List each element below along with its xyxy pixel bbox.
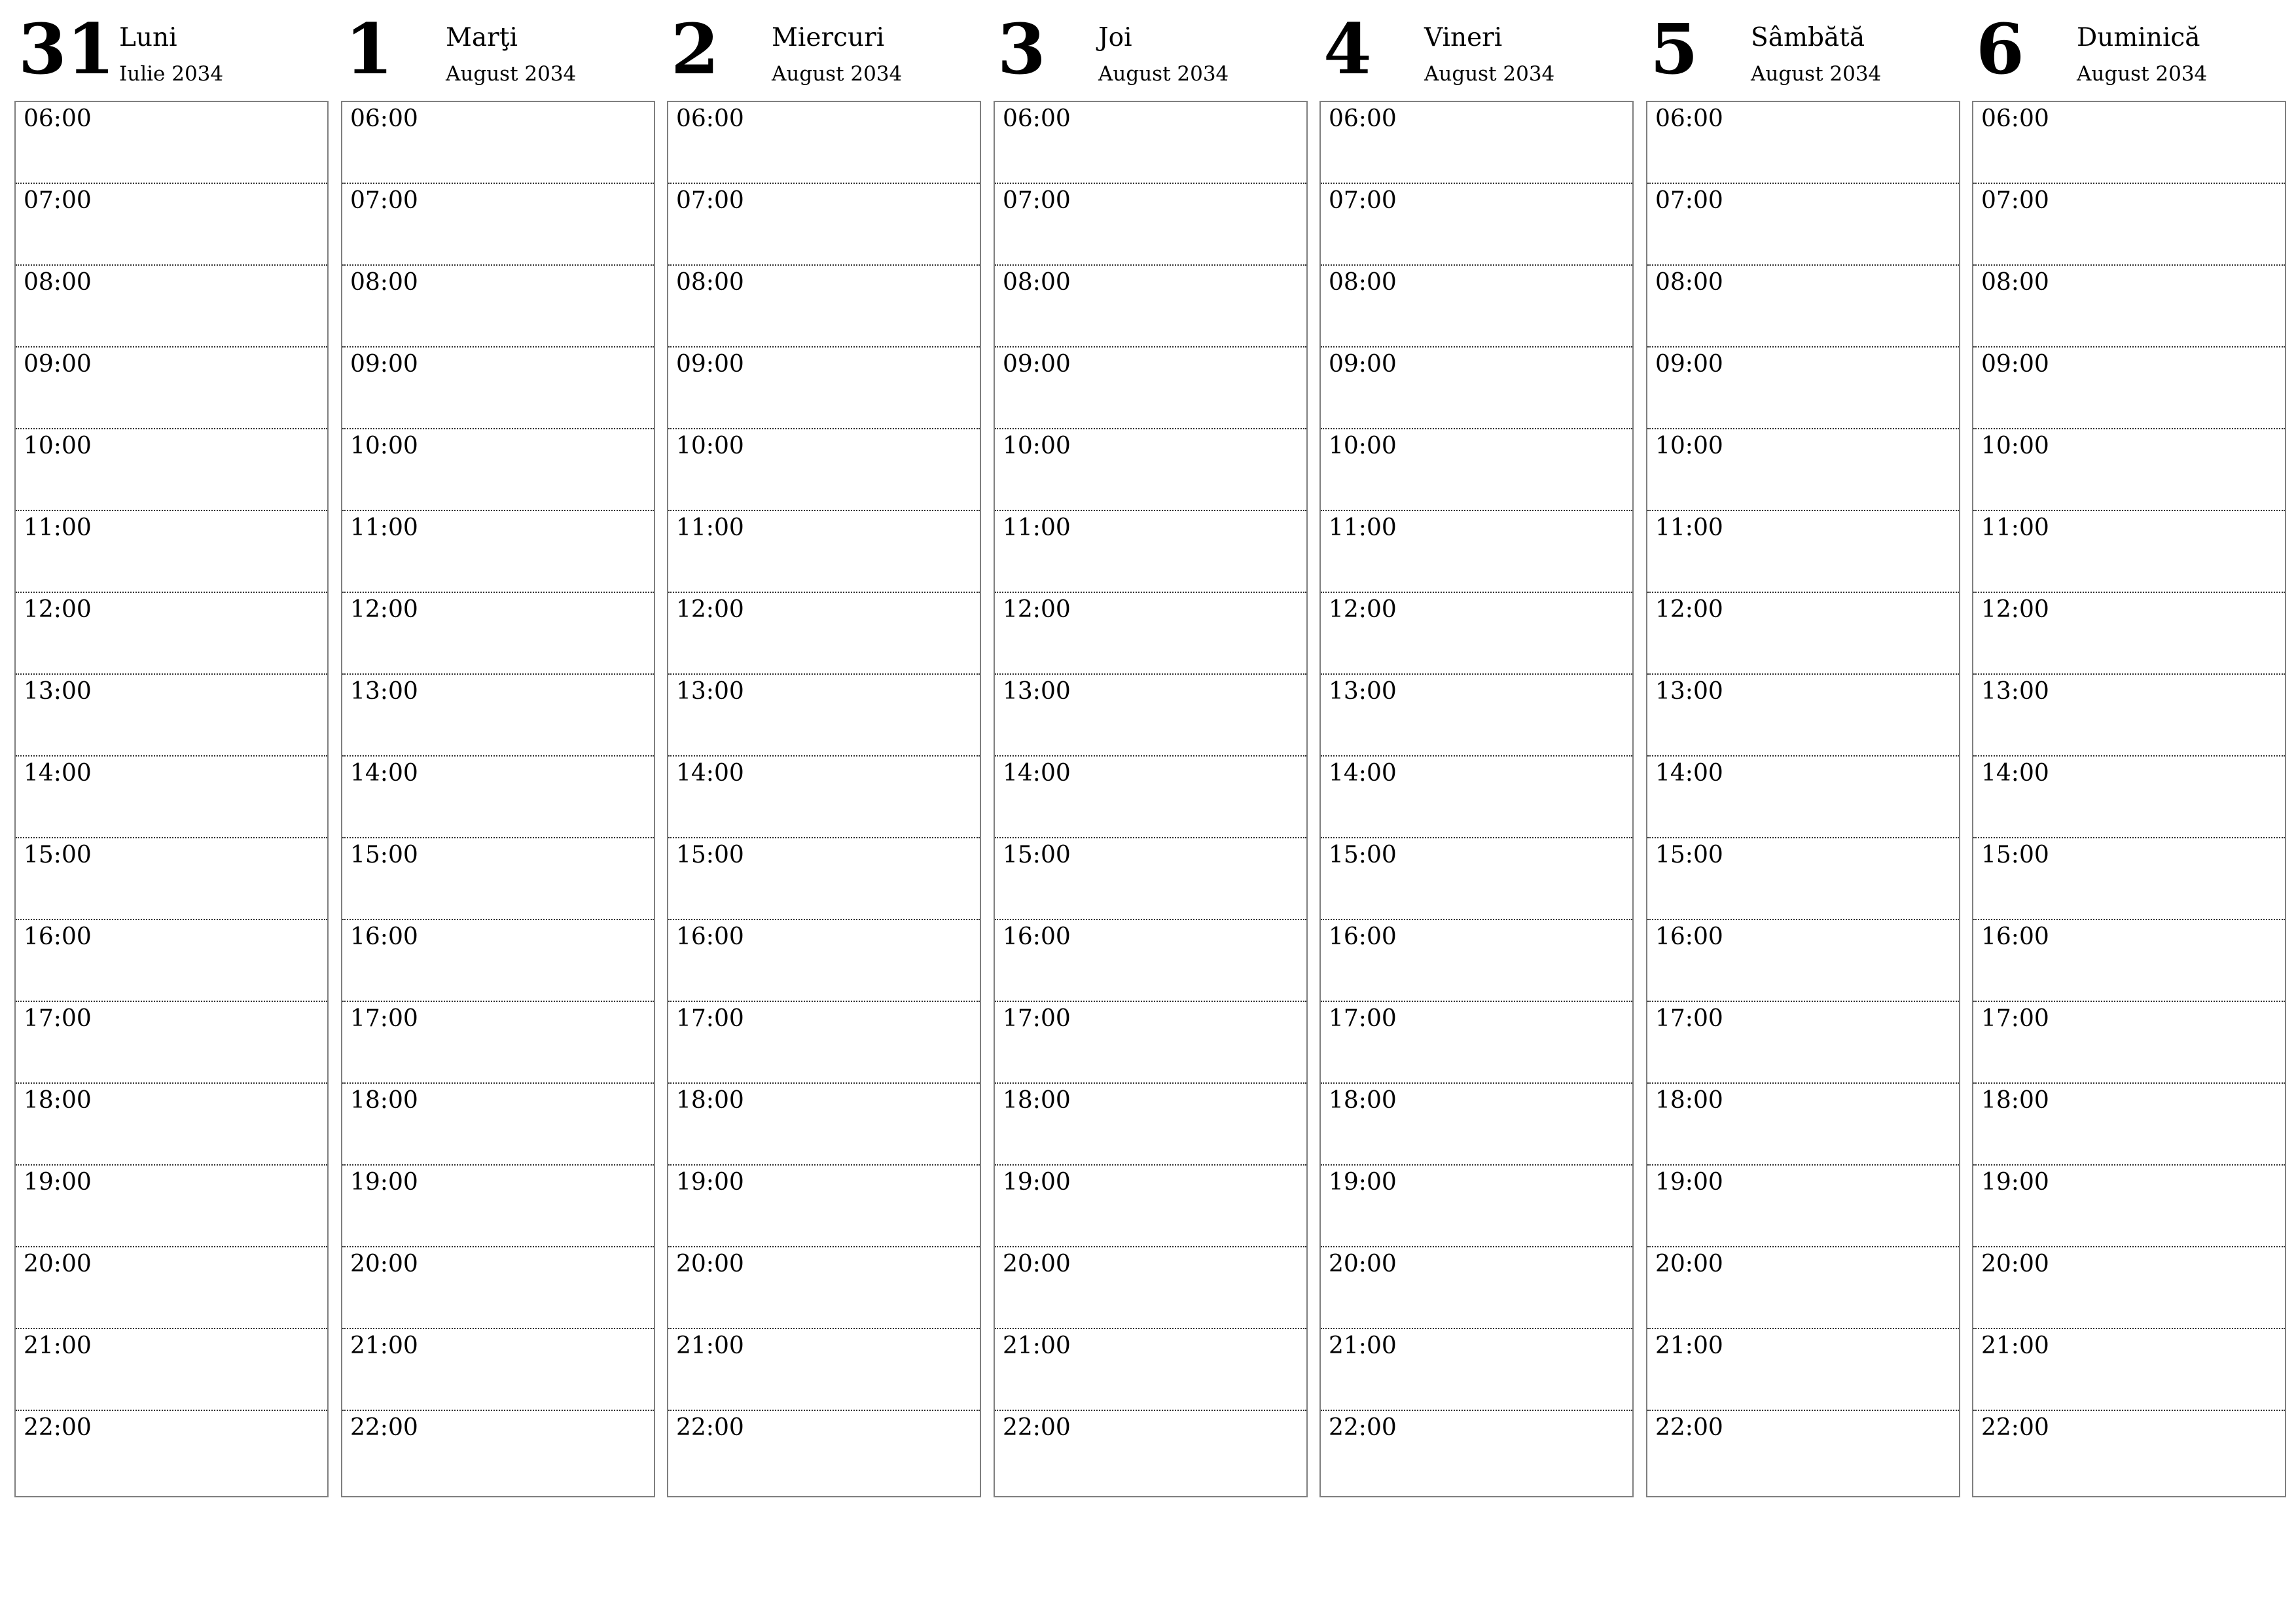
day-number: 4 — [1323, 8, 1372, 90]
time-slot — [1647, 429, 1959, 511]
time-slot-label: 07:00 — [24, 187, 92, 214]
time-slot-label: 09:00 — [350, 351, 418, 378]
time-slot-label: 15:00 — [1003, 842, 1071, 868]
time-slot — [1973, 593, 2285, 675]
time-slot-label: 11:00 — [24, 514, 92, 541]
time-slot-label: 21:00 — [676, 1332, 744, 1359]
time-slot — [668, 1247, 980, 1329]
time-slot-label: 06:00 — [676, 105, 744, 132]
time-slot-label: 15:00 — [676, 842, 744, 868]
time-slot — [995, 1247, 1306, 1329]
time-slot — [16, 184, 327, 266]
time-slot — [1647, 184, 1959, 266]
time-slot — [342, 1002, 654, 1084]
time-slot-label: 08:00 — [350, 269, 418, 296]
time-slot — [1973, 1166, 2285, 1247]
time-slot — [16, 348, 327, 429]
time-slot — [1647, 920, 1959, 1002]
time-slot — [1973, 1411, 2285, 1493]
time-slot — [1647, 1002, 1959, 1084]
day-number: 1 — [345, 8, 393, 90]
time-slot-label: 18:00 — [1003, 1087, 1071, 1114]
time-slot-label: 21:00 — [1655, 1332, 1723, 1359]
time-slot-label: 22:00 — [1655, 1414, 1723, 1441]
time-slot-label: 12:00 — [676, 596, 744, 623]
time-slot-label: 17:00 — [1329, 1005, 1397, 1032]
time-slot — [16, 1411, 327, 1493]
time-slot-label: 16:00 — [1003, 923, 1071, 950]
time-slot-label: 08:00 — [24, 269, 92, 296]
time-slot — [995, 675, 1306, 757]
time-slot-label: 06:00 — [24, 105, 92, 132]
month-year: August 2034 — [772, 62, 903, 86]
day-column — [1646, 0, 1960, 1441]
time-slot — [16, 1166, 327, 1247]
time-slot — [995, 429, 1306, 511]
time-slot — [16, 511, 327, 593]
time-slot — [1973, 675, 2285, 757]
time-slot-label: 19:00 — [1003, 1169, 1071, 1196]
month-year: August 2034 — [2077, 62, 2208, 86]
time-slot — [342, 1084, 654, 1166]
time-slot — [1647, 102, 1959, 184]
time-slot-label: 21:00 — [350, 1332, 418, 1359]
time-slot — [1973, 920, 2285, 1002]
time-slot — [1647, 511, 1959, 593]
time-slot — [16, 429, 327, 511]
time-slot — [342, 920, 654, 1002]
time-slot-label: 06:00 — [1655, 105, 1723, 132]
time-slot-label: 12:00 — [24, 596, 92, 623]
month-year: August 2034 — [1098, 62, 1229, 86]
time-slot — [16, 266, 327, 348]
time-slot-label: 09:00 — [1003, 351, 1071, 378]
time-slot — [342, 675, 654, 757]
time-slot — [342, 757, 654, 838]
time-slot-label: 09:00 — [1981, 351, 2049, 378]
time-slot-label: 09:00 — [676, 351, 744, 378]
time-slot — [342, 593, 654, 675]
time-slot-label: 10:00 — [1981, 433, 2049, 459]
day-header — [341, 0, 655, 101]
time-slot-label: 18:00 — [1981, 1087, 2049, 1114]
time-slot-label: 14:00 — [1655, 760, 1723, 787]
day-header — [667, 0, 981, 101]
time-slot-label: 17:00 — [676, 1005, 744, 1032]
time-slot-label: 20:00 — [1655, 1251, 1723, 1277]
time-slot — [1647, 675, 1959, 757]
time-slot-label: 17:00 — [1655, 1005, 1723, 1032]
time-slot-label: 07:00 — [1003, 187, 1071, 214]
time-slot-label: 22:00 — [1329, 1414, 1397, 1441]
time-slot — [1647, 593, 1959, 675]
time-slot-label: 20:00 — [1981, 1251, 2049, 1277]
time-slot — [995, 348, 1306, 429]
time-slot — [16, 1329, 327, 1411]
time-slot-label: 16:00 — [1981, 923, 2049, 950]
time-slot — [1647, 838, 1959, 920]
time-slot-label: 19:00 — [24, 1169, 92, 1196]
day-name: Sâmbătă — [1751, 23, 1865, 52]
time-slot — [668, 1329, 980, 1411]
time-slot-label: 21:00 — [1003, 1332, 1071, 1359]
time-slot-label: 08:00 — [1655, 269, 1723, 296]
time-slot-label: 16:00 — [676, 923, 744, 950]
time-slot-label: 11:00 — [1003, 514, 1071, 541]
time-slot — [1321, 511, 1632, 593]
day-schedule-box — [1646, 101, 1960, 1497]
time-slot-label: 10:00 — [1329, 433, 1397, 459]
time-slot-label: 18:00 — [350, 1087, 418, 1114]
time-slot-label: 13:00 — [1981, 678, 2049, 705]
time-slot-label: 11:00 — [1329, 514, 1397, 541]
time-slot-label: 20:00 — [1003, 1251, 1071, 1277]
time-slot-label: 16:00 — [350, 923, 418, 950]
time-slot — [1973, 838, 2285, 920]
time-slot-label: 18:00 — [1329, 1087, 1397, 1114]
day-schedule-box — [1972, 101, 2286, 1497]
day-column — [667, 0, 981, 1441]
time-slot-label: 18:00 — [676, 1087, 744, 1114]
time-slot-label: 13:00 — [1655, 678, 1723, 705]
time-slot-label: 10:00 — [1003, 433, 1071, 459]
time-slot-label: 15:00 — [1981, 842, 2049, 868]
time-slot — [16, 1002, 327, 1084]
time-slot — [1973, 348, 2285, 429]
time-slot — [1647, 266, 1959, 348]
time-slot-label: 12:00 — [1981, 596, 2049, 623]
time-slot — [1647, 1411, 1959, 1493]
time-slot-label: 06:00 — [1329, 105, 1397, 132]
time-slot — [16, 102, 327, 184]
day-header — [994, 0, 1308, 101]
time-slot-label: 22:00 — [24, 1414, 92, 1441]
time-slot — [1973, 429, 2285, 511]
time-slot — [1321, 1002, 1632, 1084]
time-slot — [342, 838, 654, 920]
day-column — [994, 0, 1308, 1441]
day-column — [1319, 0, 1634, 1441]
day-name: Miercuri — [772, 23, 885, 52]
time-slot-label: 20:00 — [676, 1251, 744, 1277]
day-column — [1972, 0, 2286, 1441]
time-slot-label: 14:00 — [1003, 760, 1071, 787]
time-slot-label: 15:00 — [1329, 842, 1397, 868]
time-slot-label: 06:00 — [1981, 105, 2049, 132]
time-slot-label: 13:00 — [676, 678, 744, 705]
time-slot-label: 19:00 — [676, 1169, 744, 1196]
time-slot-label: 09:00 — [1329, 351, 1397, 378]
time-slot-label: 08:00 — [1981, 269, 2049, 296]
time-slot — [995, 266, 1306, 348]
time-slot-label: 14:00 — [24, 760, 92, 787]
time-slot — [668, 102, 980, 184]
day-schedule-box — [341, 101, 655, 1497]
time-slot — [668, 1166, 980, 1247]
time-slot-label: 09:00 — [24, 351, 92, 378]
time-slot-label: 12:00 — [1003, 596, 1071, 623]
day-schedule-box — [1319, 101, 1634, 1497]
time-slot — [995, 184, 1306, 266]
time-slot-label: 13:00 — [350, 678, 418, 705]
time-slot-label: 20:00 — [1329, 1251, 1397, 1277]
day-name: Marţi — [446, 23, 518, 52]
time-slot-label: 18:00 — [1655, 1087, 1723, 1114]
time-slot — [16, 593, 327, 675]
time-slot-label: 16:00 — [24, 923, 92, 950]
time-slot-label: 22:00 — [350, 1414, 418, 1441]
time-slot — [1973, 511, 2285, 593]
day-number: 6 — [1976, 8, 2024, 90]
time-slot — [1973, 1247, 2285, 1329]
month-year: August 2034 — [446, 62, 577, 86]
time-slot-label: 10:00 — [350, 433, 418, 459]
time-slot — [668, 593, 980, 675]
time-slot-label: 12:00 — [1655, 596, 1723, 623]
time-slot — [995, 102, 1306, 184]
time-slot — [995, 1002, 1306, 1084]
time-slot-label: 07:00 — [1329, 187, 1397, 214]
time-slot — [1321, 593, 1632, 675]
time-slot — [1321, 348, 1632, 429]
time-slot-label: 21:00 — [24, 1332, 92, 1359]
time-slot — [16, 838, 327, 920]
time-slot — [342, 266, 654, 348]
time-slot — [16, 675, 327, 757]
time-slot — [342, 511, 654, 593]
time-slot-label: 17:00 — [1981, 1005, 2049, 1032]
time-slot — [1321, 1084, 1632, 1166]
time-slot — [342, 184, 654, 266]
day-column — [341, 0, 655, 1441]
time-slot — [16, 1247, 327, 1329]
time-slot-label: 07:00 — [350, 187, 418, 214]
day-header — [14, 0, 329, 101]
month-year: Iulie 2034 — [119, 62, 224, 86]
time-slot-label: 21:00 — [1329, 1332, 1397, 1359]
time-slot-label: 07:00 — [1981, 187, 2049, 214]
time-slot-label: 17:00 — [350, 1005, 418, 1032]
time-slot — [1973, 184, 2285, 266]
time-slot — [668, 184, 980, 266]
time-slot — [1321, 675, 1632, 757]
time-slot — [995, 593, 1306, 675]
time-slot — [1973, 1329, 2285, 1411]
time-slot — [668, 266, 980, 348]
time-slot-label: 19:00 — [1329, 1169, 1397, 1196]
day-schedule-box — [667, 101, 981, 1497]
time-slot — [1321, 184, 1632, 266]
time-slot — [995, 757, 1306, 838]
time-slot — [668, 838, 980, 920]
day-header — [1972, 0, 2286, 101]
time-slot — [995, 1329, 1306, 1411]
day-number: 2 — [671, 8, 719, 90]
time-slot — [16, 757, 327, 838]
time-slot — [668, 1411, 980, 1493]
day-number: 31 — [18, 8, 115, 90]
time-slot — [1321, 1166, 1632, 1247]
day-header — [1319, 0, 1634, 101]
time-slot — [1973, 102, 2285, 184]
time-slot — [995, 1411, 1306, 1493]
time-slot-label: 14:00 — [350, 760, 418, 787]
time-slot-label: 20:00 — [24, 1251, 92, 1277]
day-name: Vineri — [1424, 23, 1503, 52]
time-slot — [342, 429, 654, 511]
time-slot — [1647, 757, 1959, 838]
time-slot — [1321, 102, 1632, 184]
time-slot — [995, 1084, 1306, 1166]
time-slot — [668, 511, 980, 593]
time-slot — [1321, 838, 1632, 920]
time-slot-label: 13:00 — [1329, 678, 1397, 705]
time-slot-label: 08:00 — [1003, 269, 1071, 296]
time-slot-label: 11:00 — [1981, 514, 2049, 541]
time-slot-label: 10:00 — [24, 433, 92, 459]
time-slot — [668, 429, 980, 511]
time-slot-label: 13:00 — [1003, 678, 1071, 705]
time-slot — [1647, 1084, 1959, 1166]
time-slot — [1647, 1247, 1959, 1329]
time-slot — [1321, 429, 1632, 511]
time-slot-label: 21:00 — [1981, 1332, 2049, 1359]
time-slot — [1321, 920, 1632, 1002]
time-slot-label: 22:00 — [1981, 1414, 2049, 1441]
time-slot-label: 17:00 — [24, 1005, 92, 1032]
time-slot — [342, 348, 654, 429]
month-year: August 2034 — [1424, 62, 1555, 86]
day-number: 3 — [997, 8, 1046, 90]
time-slot — [668, 757, 980, 838]
day-name: Duminică — [2077, 23, 2200, 52]
time-slot — [16, 1084, 327, 1166]
time-slot-label: 09:00 — [1655, 351, 1723, 378]
time-slot-label: 07:00 — [676, 187, 744, 214]
time-slot-label: 17:00 — [1003, 1005, 1071, 1032]
time-slot-label: 16:00 — [1329, 923, 1397, 950]
time-slot-label: 11:00 — [1655, 514, 1723, 541]
time-slot — [1973, 757, 2285, 838]
time-slot-label: 06:00 — [1003, 105, 1071, 132]
time-slot-label: 19:00 — [1981, 1169, 2049, 1196]
time-slot — [1321, 1329, 1632, 1411]
time-slot-label: 14:00 — [1981, 760, 2049, 787]
time-slot — [668, 348, 980, 429]
day-column — [14, 0, 329, 1441]
time-slot — [1321, 266, 1632, 348]
time-slot-label: 15:00 — [1655, 842, 1723, 868]
time-slot-label: 08:00 — [1329, 269, 1397, 296]
time-slot-label: 19:00 — [1655, 1169, 1723, 1196]
time-slot — [342, 102, 654, 184]
time-slot — [1647, 1329, 1959, 1411]
time-slot-label: 08:00 — [676, 269, 744, 296]
day-number: 5 — [1650, 8, 1698, 90]
time-slot — [1321, 1247, 1632, 1329]
time-slot-label: 07:00 — [1655, 187, 1723, 214]
time-slot-label: 22:00 — [1003, 1414, 1071, 1441]
time-slot-label: 10:00 — [1655, 433, 1723, 459]
time-slot — [342, 1329, 654, 1411]
time-slot — [342, 1166, 654, 1247]
time-slot — [668, 675, 980, 757]
time-slot-label: 12:00 — [350, 596, 418, 623]
time-slot-label: 11:00 — [676, 514, 744, 541]
time-slot-label: 15:00 — [24, 842, 92, 868]
time-slot — [1973, 266, 2285, 348]
time-slot-label: 11:00 — [350, 514, 418, 541]
time-slot-label: 16:00 — [1655, 923, 1723, 950]
day-schedule-box — [14, 101, 329, 1497]
time-slot — [995, 511, 1306, 593]
day-schedule-box — [994, 101, 1308, 1497]
time-slot — [342, 1411, 654, 1493]
time-slot — [1321, 1411, 1632, 1493]
time-slot — [668, 1002, 980, 1084]
time-slot — [668, 920, 980, 1002]
day-header — [1646, 0, 1960, 101]
time-slot-label: 06:00 — [350, 105, 418, 132]
time-slot — [1321, 757, 1632, 838]
month-year: August 2034 — [1751, 62, 1882, 86]
time-slot-label: 12:00 — [1329, 596, 1397, 623]
day-name: Joi — [1098, 23, 1132, 52]
time-slot — [342, 1247, 654, 1329]
time-slot-label: 22:00 — [676, 1414, 744, 1441]
time-slot — [16, 920, 327, 1002]
time-slot-label: 20:00 — [350, 1251, 418, 1277]
time-slot-label: 14:00 — [1329, 760, 1397, 787]
time-slot-label: 18:00 — [24, 1087, 92, 1114]
time-slot — [995, 838, 1306, 920]
time-slot-label: 15:00 — [350, 842, 418, 868]
time-slot — [1647, 1166, 1959, 1247]
time-slot — [995, 1166, 1306, 1247]
time-slot-label: 14:00 — [676, 760, 744, 787]
time-slot-label: 19:00 — [350, 1169, 418, 1196]
time-slot-label: 10:00 — [676, 433, 744, 459]
time-slot — [1647, 348, 1959, 429]
time-slot — [1973, 1002, 2285, 1084]
time-slot — [1973, 1084, 2285, 1166]
time-slot-label: 13:00 — [24, 678, 92, 705]
time-slot — [995, 920, 1306, 1002]
day-name: Luni — [119, 23, 177, 52]
time-slot — [668, 1084, 980, 1166]
